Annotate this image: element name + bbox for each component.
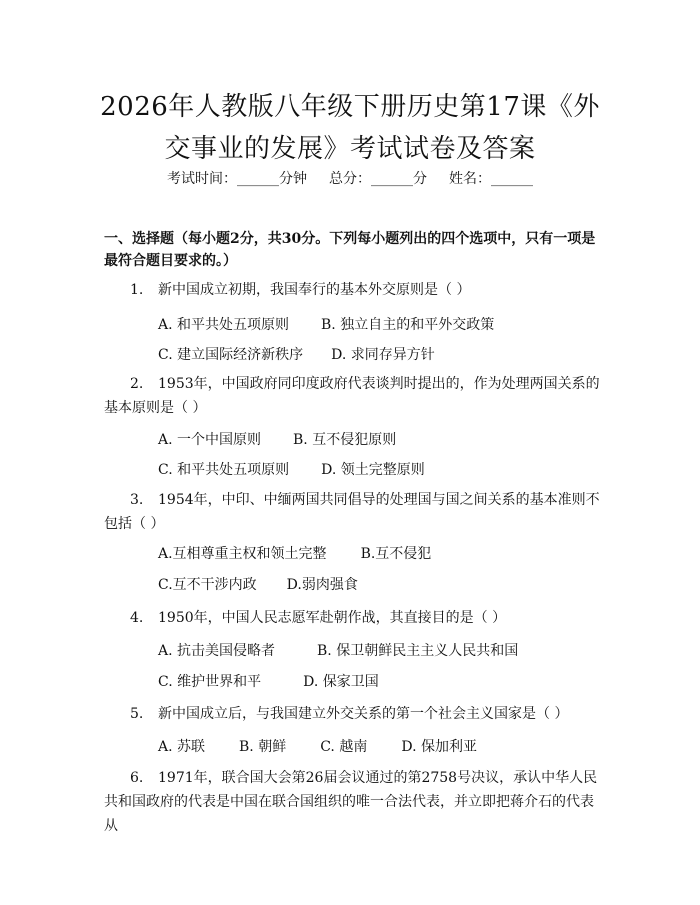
student-name: 姓名：______ — [449, 171, 533, 187]
option-a: A. 苏联 — [158, 739, 206, 755]
page-title — [60, 86, 640, 170]
question-2-options-row-1 — [158, 430, 396, 450]
question-4-options-row-1 — [158, 641, 518, 661]
question-1-options-row-1 — [158, 315, 494, 335]
question-2 — [104, 372, 604, 420]
question-stem-line-1: 1971年，联合国大会第26届会议通过的第2758号决议，承认中华人民 — [158, 770, 598, 786]
title-line-1: 2026年人教版八年级下册历史第17课《外 — [100, 92, 600, 122]
option-a: A. 抗击美国侵略者 — [158, 643, 276, 659]
question-6 — [104, 766, 604, 838]
option-d: D. 领土完整原则 — [321, 462, 425, 478]
option-b: B. 朝鲜 — [239, 739, 287, 755]
question-stem-line-2: 基本原则是（ ） — [104, 400, 207, 416]
question-1 — [130, 278, 630, 302]
question-3-options-row-2 — [158, 575, 358, 595]
question-number: 1. — [130, 282, 144, 298]
question-number: 4. — [130, 610, 144, 626]
question-number: 3. — [130, 492, 144, 508]
question-stem: 新中国成立初期，我国奉行的基本外交原则是（ ） — [158, 282, 471, 298]
option-d: D. 保家卫国 — [303, 674, 379, 690]
question-stem-line-2: 共和国政府的代表是中国在联合国组织的唯一合法代表，并立即把蒋介石的代表从 — [104, 794, 594, 834]
question-1-options-row-2 — [158, 345, 435, 365]
question-number: 5. — [130, 706, 144, 722]
exam-time: 考试时间：______分钟 — [167, 171, 307, 187]
total-score: 总分：______分 — [329, 171, 427, 187]
exam-meta — [0, 168, 700, 188]
option-c: C. 维护世界和平 — [158, 674, 262, 690]
option-c: C. 越南 — [320, 739, 368, 755]
section-heading-line-2: 最符合题目要求的。） — [104, 253, 237, 269]
question-stem-line-2: 包括（ ） — [104, 516, 165, 532]
section-heading — [104, 228, 604, 272]
question-3-options-row-1 — [158, 544, 431, 564]
option-d: D. 求同存异方针 — [331, 347, 435, 363]
option-d: D.弱肉强食 — [286, 577, 358, 593]
option-a: A.互相尊重主权和领土完整 — [158, 546, 327, 562]
question-stem: 新中国成立后，与我国建立外交关系的第一个社会主义国家是（ ） — [158, 706, 569, 722]
option-b: B. 独立自主的和平外交政策 — [321, 317, 495, 333]
question-number: 2. — [130, 376, 144, 392]
option-c: C. 和平共处五项原则 — [158, 462, 290, 478]
option-d: D. 保加利亚 — [401, 739, 477, 755]
question-4 — [130, 606, 630, 630]
section-heading-line-1: 一、选择题（每小题2分，共30分。下列每小题列出的四个选项中，只有一项是 — [104, 231, 596, 247]
option-b: B. 保卫朝鲜民主主义人民共和国 — [317, 643, 519, 659]
option-c: C. 建立国际经济新秩序 — [158, 347, 304, 363]
option-b: B. 互不侵犯原则 — [293, 432, 397, 448]
question-5-options — [158, 737, 477, 757]
option-a: A. 一个中国原则 — [158, 432, 262, 448]
title-line-2: 交事业的发展》考试试卷及答案 — [164, 134, 536, 164]
question-3 — [104, 488, 604, 536]
question-5 — [130, 702, 630, 726]
question-stem: 1950年，中国人民志愿军赴朝作战，其直接目的是（ ） — [158, 610, 507, 626]
option-a: A. 和平共处五项原则 — [158, 317, 290, 333]
question-stem-line-1: 1953年，中国政府同印度政府代表谈判时提出的，作为处理两国关系的 — [158, 376, 600, 392]
question-2-options-row-2 — [158, 460, 425, 480]
question-stem-line-1: 1954年，中印、中缅两国共同倡导的处理国与国之间关系的基本准则不 — [158, 492, 600, 508]
question-4-options-row-2 — [158, 672, 379, 692]
question-number: 6. — [130, 770, 144, 786]
option-c: C.互不干涉内政 — [158, 577, 257, 593]
option-b: B.互不侵犯 — [360, 546, 432, 562]
